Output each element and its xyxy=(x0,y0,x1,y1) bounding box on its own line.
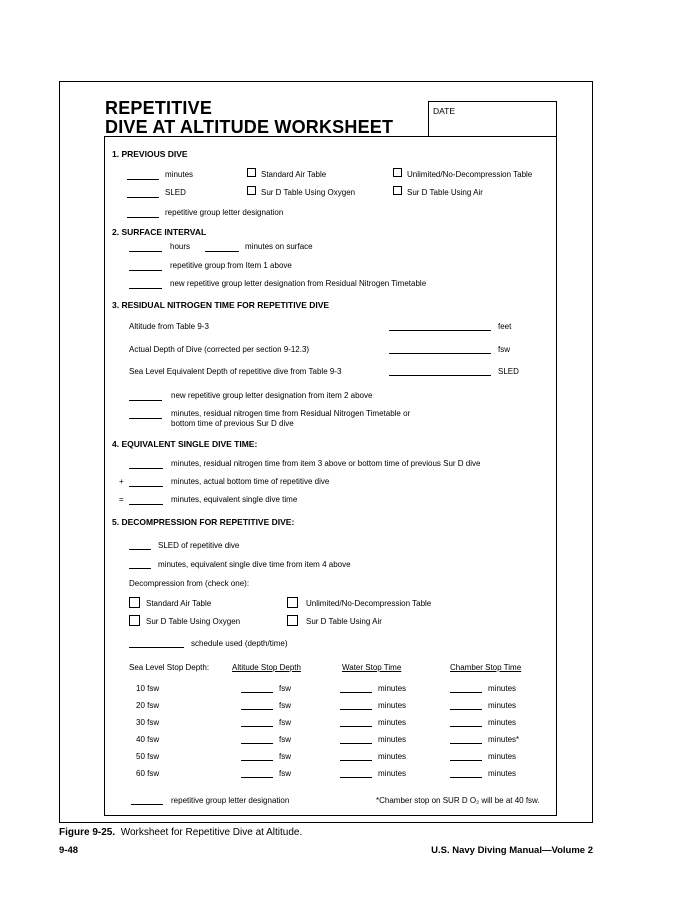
page-number: 9-48 xyxy=(59,845,79,856)
previous-rgl-field[interactable] xyxy=(127,217,159,218)
row-1-chamber-field[interactable] xyxy=(450,692,482,693)
section-2-header: 2. SURFACE INTERVAL xyxy=(112,227,207,237)
section-4-header: 4. EQUIVALENT SINGLE DIVE TIME: xyxy=(112,439,258,449)
row-5-water-unit: minutes xyxy=(378,752,407,761)
s5-rgl-field[interactable] xyxy=(131,804,163,805)
row-6-water-field[interactable] xyxy=(340,777,372,778)
row-1-water-field[interactable] xyxy=(340,692,372,693)
row-1-water-unit: minutes xyxy=(378,684,407,693)
section-3-header: 3. RESIDUAL NITROGEN TIME FOR REPETITIVE DIVE xyxy=(112,300,330,310)
row-4-water-field[interactable] xyxy=(340,743,372,744)
s2-new-rg-field[interactable] xyxy=(129,288,162,289)
row-5-altitude-field[interactable] xyxy=(241,760,273,761)
row-6-altitude-field[interactable] xyxy=(241,777,273,778)
row-4-depth: 40 fsw xyxy=(136,735,160,744)
row-3-water-unit: minutes xyxy=(378,718,407,727)
altitude-unit: feet xyxy=(498,322,512,331)
sea-level-depth-field[interactable] xyxy=(389,375,491,376)
row-6-water-unit: minutes xyxy=(378,769,407,778)
row-3-chamber-field[interactable] xyxy=(450,726,482,727)
s4-rnt-field[interactable] xyxy=(129,468,163,469)
actual-depth-field[interactable] xyxy=(389,353,491,354)
row-3-altitude-unit: fsw xyxy=(279,718,291,727)
previous-sled-label: SLED xyxy=(165,188,186,197)
s5-rgl-label: repetitive group letter designation xyxy=(171,796,290,805)
col-altitude: Altitude Stop Depth xyxy=(232,663,301,672)
s1-std-air-checkbox[interactable] xyxy=(247,168,256,177)
row-1-chamber-unit: minutes xyxy=(488,684,517,693)
manual-title: U.S. Navy Diving Manual—Volume 2 xyxy=(431,845,593,856)
row-5-depth: 50 fsw xyxy=(136,752,160,761)
row-3-depth: 30 fsw xyxy=(136,718,160,727)
rnt-label-line2: bottom time of previous Sur D dive xyxy=(171,419,294,428)
row-5-chamber-unit: minutes xyxy=(488,752,517,761)
s5-sled-field[interactable] xyxy=(129,549,151,550)
s5-surd-oxy-checkbox[interactable] xyxy=(129,615,140,626)
s1-surd-air-label: Sur D Table Using Air xyxy=(407,188,483,197)
row-2-water-field[interactable] xyxy=(340,709,372,710)
previous-sled-field[interactable] xyxy=(127,197,159,198)
row-4-chamber-field[interactable] xyxy=(450,743,482,744)
row-2-water-unit: minutes xyxy=(378,701,407,710)
rnt-label-line1: minutes, residual nitrogen time from Residual Nitrogen Timetable or xyxy=(171,409,411,418)
row-3-water-field[interactable] xyxy=(340,726,372,727)
s4-esdt-field[interactable] xyxy=(129,504,163,505)
row-3-chamber-unit: minutes xyxy=(488,718,517,727)
row-1-depth: 10 fsw xyxy=(136,684,160,693)
schedule-label: schedule used (depth/time) xyxy=(191,639,288,648)
surface-minutes-label: minutes on surface xyxy=(245,242,313,251)
row-1-altitude-field[interactable] xyxy=(241,692,273,693)
s1-unlimited-label: Unlimited/No-Decompression Table xyxy=(407,170,533,179)
s1-surd-oxy-checkbox[interactable] xyxy=(247,186,256,195)
row-5-chamber-field[interactable] xyxy=(450,760,482,761)
date-label: DATE xyxy=(433,106,456,116)
sea-level-depth-label: Sea Level Equivalent Depth of repetitive dive from Table 9-3 xyxy=(129,367,342,376)
row-2-altitude-field[interactable] xyxy=(241,709,273,710)
figure-caption-label: Figure 9-25. xyxy=(59,827,116,838)
s5-std-air-label: Standard Air Table xyxy=(146,599,212,608)
actual-depth-unit: fsw xyxy=(498,345,510,354)
s5-esdt-label: minutes, equivalent single dive time from item 4 above xyxy=(158,560,351,569)
s5-unlimited-label: Unlimited/No-Decompression Table xyxy=(306,599,432,608)
row-3-altitude-field[interactable] xyxy=(241,726,273,727)
s4-bottom-time-label: minutes, actual bottom time of repetitive dive xyxy=(171,477,330,486)
s5-esdt-field[interactable] xyxy=(129,568,151,569)
sea-level-depth-unit: SLED xyxy=(498,367,519,376)
altitude-label: Altitude from Table 9-3 xyxy=(129,322,209,331)
col-chamber: Chamber Stop Time xyxy=(450,663,522,672)
s1-surd-air-checkbox[interactable] xyxy=(393,186,402,195)
row-5-altitude-unit: fsw xyxy=(279,752,291,761)
row-6-chamber-unit: minutes xyxy=(488,769,517,778)
s3-new-rg-label: new repetitive group letter designation from item 2 above xyxy=(171,391,373,400)
worksheet-inner-border xyxy=(104,136,557,816)
previous-minutes-label: minutes xyxy=(165,170,194,179)
row-2-chamber-unit: minutes xyxy=(488,701,517,710)
actual-depth-label: Actual Depth of Dive (corrected per section 9-12.3) xyxy=(129,345,310,354)
s4-rnt-label: minutes, residual nitrogen time from item 3 above or bottom time of previous Sur D dive xyxy=(171,459,481,468)
s5-unlimited-checkbox[interactable] xyxy=(287,597,298,608)
col-water: Water Stop Time xyxy=(342,663,402,672)
decomp-from-label: Decompression from (check one): xyxy=(129,579,250,588)
s2-new-rg-label: new repetitive group letter designation from Residual Nitrogen Timetable xyxy=(170,279,427,288)
row-2-depth: 20 fsw xyxy=(136,701,160,710)
s5-surd-air-checkbox[interactable] xyxy=(287,615,298,626)
row-6-chamber-field[interactable] xyxy=(450,777,482,778)
s5-surd-oxy-label: Sur D Table Using Oxygen xyxy=(146,617,241,626)
row-4-altitude-unit: fsw xyxy=(279,735,291,744)
col-sea-level: Sea Level Stop Depth: xyxy=(129,663,210,672)
schedule-field[interactable] xyxy=(129,647,184,648)
rg-item1-label: repetitive group from Item 1 above xyxy=(170,261,292,270)
previous-minutes-field[interactable] xyxy=(127,179,159,180)
row-6-depth: 60 fsw xyxy=(136,769,160,778)
chamber-note: *Chamber stop on SUR D O₂ will be at 40 fsw. xyxy=(376,796,540,805)
section-1-header: 1. PREVIOUS DIVE xyxy=(112,149,188,159)
figure-caption-text: Worksheet for Repetitive Dive at Altitude. xyxy=(120,827,303,838)
figure-caption xyxy=(59,827,302,838)
altitude-field[interactable] xyxy=(389,330,491,331)
row-2-chamber-field[interactable] xyxy=(450,709,482,710)
previous-rgl-label: repetitive group letter designation xyxy=(165,208,284,217)
row-1-altitude-unit: fsw xyxy=(279,684,291,693)
row-4-altitude-field[interactable] xyxy=(241,743,273,744)
section-5-header: 5. DECOMPRESSION FOR REPETITIVE DIVE: xyxy=(112,517,295,527)
s1-unlimited-checkbox[interactable] xyxy=(393,168,402,177)
row-4-chamber-unit: minutes* xyxy=(488,735,520,744)
surface-hours-label: hours xyxy=(170,242,191,251)
row-2-altitude-unit: fsw xyxy=(279,701,291,710)
row-6-altitude-unit: fsw xyxy=(279,769,291,778)
s3-new-rg-field[interactable] xyxy=(129,400,162,401)
worksheet-title-line2: DIVE AT ALTITUDE WORKSHEET xyxy=(105,117,394,137)
rg-item1-field[interactable] xyxy=(129,270,162,271)
equals-sign: = xyxy=(119,495,124,504)
s4-esdt-label: minutes, equivalent single dive time xyxy=(171,495,298,504)
s1-std-air-label: Standard Air Table xyxy=(261,170,327,179)
s1-surd-oxy-label: Sur D Table Using Oxygen xyxy=(261,188,356,197)
worksheet-title-line1: REPETITIVE xyxy=(105,98,213,118)
s4-bottom-time-field[interactable] xyxy=(129,486,163,487)
s5-std-air-checkbox[interactable] xyxy=(129,597,140,608)
surface-hours-field[interactable] xyxy=(129,251,162,252)
row-5-water-field[interactable] xyxy=(340,760,372,761)
plus-sign: + xyxy=(119,477,124,486)
rnt-field[interactable] xyxy=(129,418,162,419)
row-4-water-unit: minutes xyxy=(378,735,407,744)
s5-sled-label: SLED of repetitive dive xyxy=(158,541,240,550)
s5-surd-air-label: Sur D Table Using Air xyxy=(306,617,382,626)
surface-minutes-field[interactable] xyxy=(205,251,239,252)
